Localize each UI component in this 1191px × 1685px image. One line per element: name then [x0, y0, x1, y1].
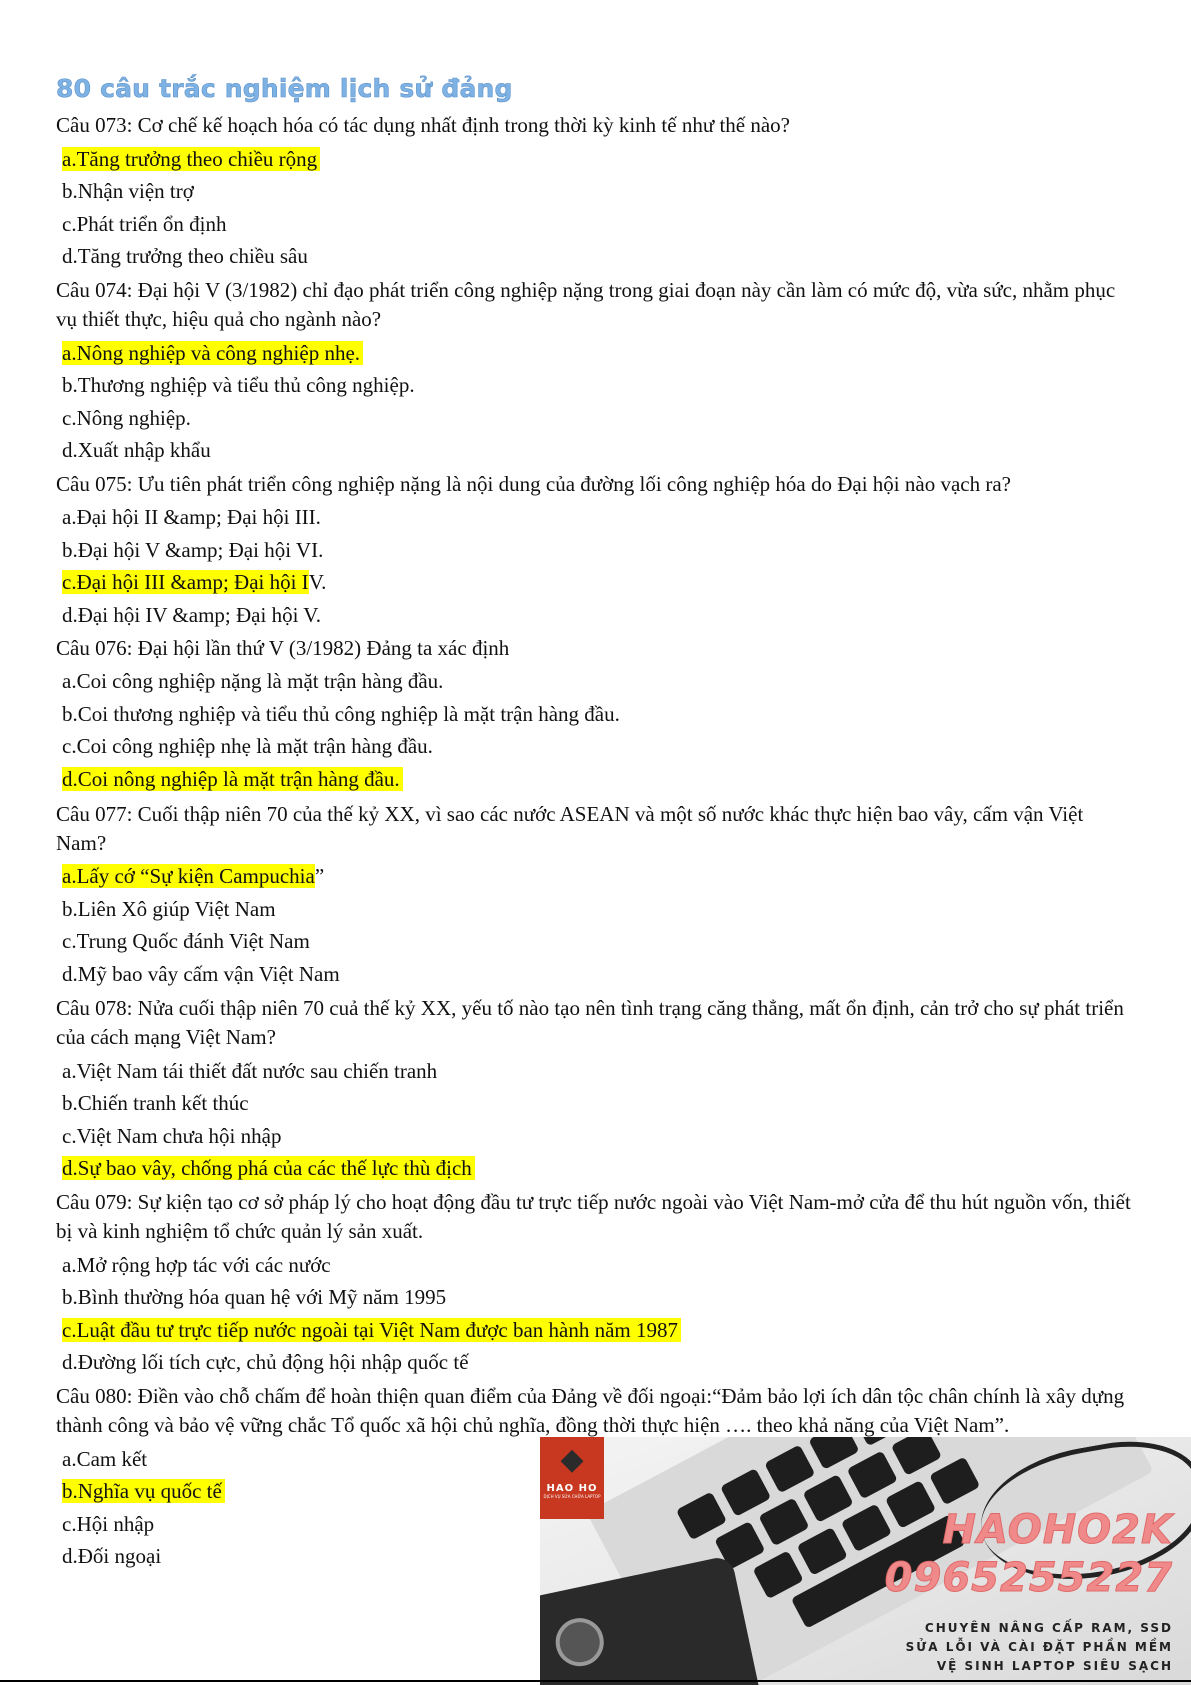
option-078-c: c.Việt Nam chưa hội nhập	[62, 1124, 282, 1148]
option-079-c	[62, 1316, 681, 1345]
highlight: c.Đại hội III &amp; Đại hội I	[62, 570, 309, 594]
option-080-d: d.Đối ngoại	[62, 1544, 162, 1568]
logo-name: HAO HO	[546, 1483, 598, 1494]
option-074-d: d.Xuất nhập khẩu	[62, 438, 211, 462]
option-078-a: a.Việt Nam tái thiết đất nước sau chiến tranh	[62, 1059, 438, 1083]
hao-ho-logo	[540, 1437, 604, 1519]
question-073: Câu 073: Cơ chế kế hoạch hóa có tác dụng nhất định trong thời kỳ kinh tế như thế nào?	[56, 113, 791, 137]
highlight: a.Lấy cớ “Sự kiện Campuchia	[62, 864, 315, 888]
option-075-c	[62, 568, 326, 597]
option-tail: ”	[314, 864, 325, 888]
option-075-a: a.Đại hội II &amp; Đại hội III.	[62, 505, 321, 529]
option-079-d: d.Đường lối tích cực, chủ động hội nhập quốc tế	[62, 1350, 469, 1374]
option-077-b: b.Liên Xô giúp Việt Nam	[62, 897, 276, 921]
option-075-b: b.Đại hội V &amp; Đại hội VI.	[62, 538, 324, 562]
highlight: b.Nghĩa vụ quốc tế	[62, 1479, 225, 1503]
question-075: Câu 075: Ưu tiên phát triển công nghiệp nặng là nội dung của đường lối công nghiệp hóa do Đại hội nào vạch ra?	[56, 472, 1011, 496]
option-077-d: d.Mỹ bao vây cấm vận Việt Nam	[62, 962, 340, 986]
option-073-a	[62, 145, 320, 174]
question-077: Câu 077: Cuối thập niên 70 của thế kỷ XX, vì sao các nước ASEAN và một số nước khác thực hiện bao vây, cấm vận Việt Nam?	[56, 802, 1084, 855]
option-076-d	[62, 765, 403, 794]
option-077-c: c.Trung Quốc đánh Việt Nam	[62, 929, 310, 953]
brand-name: HAOHO2K	[942, 1507, 1173, 1553]
highlight: c.Luật đầu tư trực tiếp nước ngoài tại Việt Nam được ban hành năm 1987	[62, 1318, 681, 1342]
option-080-b	[62, 1477, 225, 1506]
service-line-1: CHUYÊN NÂNG CẤP RAM, SSD	[924, 1621, 1173, 1635]
phone-graphic	[540, 1555, 764, 1685]
question-079: Câu 079: Sự kiện tạo cơ sở pháp lý cho hoạt động đầu tư trực tiếp nước ngoài vào Việt Nam-mở cửa để thu hút nguồn vốn, thiết bị và kinh nghiệm tổ chức quản lý sản xuất.	[56, 1190, 1131, 1243]
logo-sub: DỊCH VỤ SỬA CHỮA LAPTOP	[543, 1494, 601, 1499]
option-076-b: b.Coi thương nghiệp và tiểu thủ công nghiệp là mặt trận hàng đầu.	[62, 702, 620, 726]
option-073-d: d.Tăng trưởng theo chiều sâu	[62, 244, 308, 268]
option-080-a: a.Cam kết	[62, 1447, 148, 1471]
highlight: d.Sự bao vây, chống phá của các thế lực thù địch	[62, 1156, 475, 1180]
option-074-a	[62, 339, 363, 368]
option-078-d	[62, 1154, 475, 1183]
option-077-a	[62, 862, 324, 891]
highlight: a.Tăng trưởng theo chiều rộng	[62, 147, 320, 171]
option-075-d: d.Đại hội IV &amp; Đại hội V.	[62, 603, 321, 627]
option-tail: V.	[308, 570, 327, 594]
service-line-2: SỬA LỖI VÀ CÀI ĐẶT PHẦN MỀM	[905, 1640, 1173, 1654]
option-080-c: c.Hội nhập	[62, 1512, 155, 1536]
option-074-b: b.Thương nghiệp và tiểu thủ công nghiệp.	[62, 373, 415, 397]
option-076-c: c.Coi công nghiệp nhẹ là mặt trận hàng đầu.	[62, 734, 433, 758]
option-074-c: c.Nông nghiệp.	[62, 406, 191, 430]
advertisement-image	[540, 1437, 1191, 1685]
option-079-a: a.Mở rộng hợp tác với các nước	[62, 1253, 331, 1277]
dragon-icon: ◆	[560, 1442, 584, 1477]
option-076-a: a.Coi công nghiệp nặng là mặt trận hàng đầu.	[62, 669, 444, 693]
question-078: Câu 078: Nửa cuối thập niên 70 cuả thế kỷ XX, yếu tố nào tạo nên tình trạng căng thẳng, mất ổn định, cản trở cho sự phát triển của cách mạng Việt Nam?	[56, 996, 1124, 1049]
service-line-3: VỆ SINH LAPTOP SIÊU SẠCH	[936, 1659, 1173, 1673]
highlight: a.Nông nghiệp và công nghiệp nhẹ.	[62, 341, 363, 365]
highlight: d.Coi nông nghiệp là mặt trận hàng đầu.	[62, 767, 403, 791]
option-078-b: b.Chiến tranh kết thúc	[62, 1091, 249, 1115]
question-074: Câu 074: Đại hội V (3/1982) chỉ đạo phát triển công nghiệp nặng trong giai đoạn này cần làm có mức độ, vừa sức, nhằm phục vụ thiết thực, hiệu quả cho ngành nào?	[56, 278, 1116, 331]
document-title: 80 câu trắc nghiệm lịch sử đảng	[56, 74, 513, 103]
phone-number: 0965255227	[884, 1555, 1173, 1601]
question-076: Câu 076: Đại hội lần thứ V (3/1982) Đảng ta xác định	[56, 636, 510, 660]
question-080: Câu 080: Điền vào chỗ chấm để hoàn thiện quan điểm của Đảng về đối ngoại:“Đảm bảo lợi ích dân tộc chân chính là xây dựng thành công và bảo vệ vững chắc Tổ quốc xã hội chủ nghĩa, đồng thời thực hiện …. theo khả năng của Việt Nam”.	[56, 1384, 1125, 1437]
option-073-c: c.Phát triển ổn định	[62, 212, 227, 236]
option-073-b: b.Nhận viện trợ	[62, 179, 194, 203]
option-079-b: b.Bình thường hóa quan hệ với Mỹ năm 1995	[62, 1285, 447, 1309]
bottom-rule	[0, 1680, 1191, 1682]
